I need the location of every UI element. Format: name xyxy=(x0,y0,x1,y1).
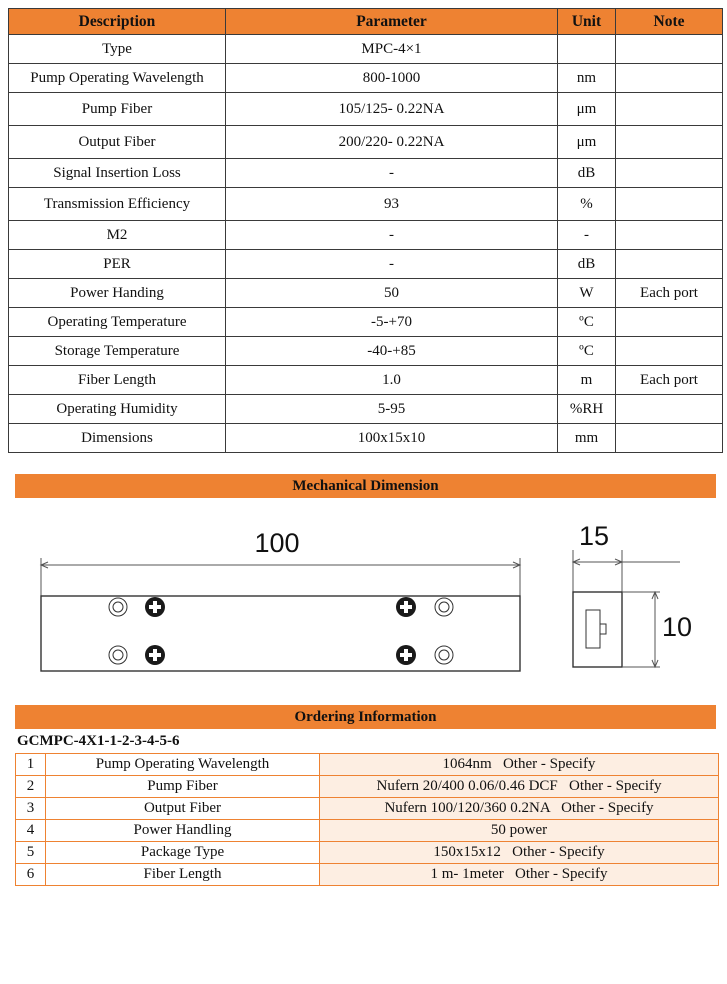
table-row xyxy=(16,754,719,776)
cell-note xyxy=(616,395,723,424)
cell-note xyxy=(616,159,723,188)
order-value: 150x15x12 Other - Specify xyxy=(320,842,719,864)
order-item: Pump Fiber xyxy=(46,776,320,798)
table-row xyxy=(9,35,723,64)
height-label: 10 xyxy=(662,612,693,642)
cell-parameter: - xyxy=(226,221,558,250)
table-row xyxy=(9,250,723,279)
cell-unit: μm xyxy=(558,93,616,126)
order-item: Output Fiber xyxy=(46,798,320,820)
header-description: Description xyxy=(9,9,226,35)
table-row xyxy=(9,337,723,366)
device-body-side xyxy=(573,592,622,667)
header-parameter: Parameter xyxy=(226,9,558,35)
spec-table xyxy=(8,8,723,453)
cell-unit: m xyxy=(558,366,616,395)
cell-description: Power Handing xyxy=(9,279,226,308)
length-dimension xyxy=(41,558,520,596)
order-index: 3 xyxy=(16,798,46,820)
cell-parameter: 1.0 xyxy=(226,366,558,395)
table-row xyxy=(9,126,723,159)
table-row xyxy=(9,93,723,126)
table-row xyxy=(16,820,719,842)
table-row xyxy=(9,308,723,337)
cell-unit: % xyxy=(558,188,616,221)
table-row xyxy=(9,279,723,308)
spec-header-row xyxy=(9,9,723,35)
cell-unit: nm xyxy=(558,64,616,93)
table-row xyxy=(16,776,719,798)
width-dimension xyxy=(573,550,680,592)
order-index: 2 xyxy=(16,776,46,798)
order-item: Pump Operating Wavelength xyxy=(46,754,320,776)
cell-note xyxy=(616,126,723,159)
order-value: 1 m- 1meter Other - Specify xyxy=(320,864,719,886)
cell-note xyxy=(616,424,723,453)
cell-parameter: -40-+85 xyxy=(226,337,558,366)
table-row xyxy=(9,64,723,93)
cell-description: Operating Temperature xyxy=(9,308,226,337)
cell-description: Dimensions xyxy=(9,424,226,453)
cell-unit xyxy=(558,35,616,64)
cell-description: Operating Humidity xyxy=(9,395,226,424)
table-row xyxy=(16,842,719,864)
order-value: 1064nm Other - Specify xyxy=(320,754,719,776)
order-index: 4 xyxy=(16,820,46,842)
ordering-table xyxy=(15,753,719,886)
order-value: Nufern 100/120/360 0.2NA Other - Specify xyxy=(320,798,719,820)
cell-note xyxy=(616,93,723,126)
cell-note: Each port xyxy=(616,279,723,308)
header-note: Note xyxy=(616,9,723,35)
order-index: 5 xyxy=(16,842,46,864)
width-label: 15 xyxy=(578,521,610,551)
cell-unit: mm xyxy=(558,424,616,453)
cell-unit: μm xyxy=(558,126,616,159)
cell-unit: ºC xyxy=(558,337,616,366)
cell-note xyxy=(616,250,723,279)
cell-parameter: 93 xyxy=(226,188,558,221)
height-dimension xyxy=(622,592,660,667)
cell-note xyxy=(616,221,723,250)
cell-parameter: 50 xyxy=(226,279,558,308)
cell-parameter: - xyxy=(226,250,558,279)
cell-note xyxy=(616,64,723,93)
table-row xyxy=(9,424,723,453)
cell-unit: - xyxy=(558,221,616,250)
cell-note: Each port xyxy=(616,366,723,395)
cell-parameter: -5-+70 xyxy=(226,308,558,337)
cell-note xyxy=(616,188,723,221)
cell-parameter: MPC-4×1 xyxy=(226,35,558,64)
mechanical-dimension-heading: Mechanical Dimension xyxy=(15,474,716,498)
cell-description: Signal Insertion Loss xyxy=(9,159,226,188)
cell-description: Output Fiber xyxy=(9,126,226,159)
cell-description: Type xyxy=(9,35,226,64)
cell-parameter: 800-1000 xyxy=(226,64,558,93)
cell-description: Pump Operating Wavelength xyxy=(9,64,226,93)
cell-parameter: 200/220- 0.22NA xyxy=(226,126,558,159)
length-label: 100 xyxy=(254,528,300,558)
table-row xyxy=(9,221,723,250)
order-index: 6 xyxy=(16,864,46,886)
cell-parameter: - xyxy=(226,159,558,188)
cell-parameter: 105/125- 0.22NA xyxy=(226,93,558,126)
cell-unit: ºC xyxy=(558,308,616,337)
cell-parameter: 5-95 xyxy=(226,395,558,424)
order-item: Package Type xyxy=(46,842,320,864)
cell-note xyxy=(616,35,723,64)
order-value: Nufern 20/400 0.06/0.46 DCF Other - Specify xyxy=(320,776,719,798)
cell-unit: %RH xyxy=(558,395,616,424)
model-code: GCMPC-4X1-1-2-3-4-5-6 xyxy=(17,733,180,749)
mechanical-drawing xyxy=(0,500,727,700)
cell-unit: dB xyxy=(558,250,616,279)
table-row xyxy=(16,864,719,886)
cell-description: PER xyxy=(9,250,226,279)
cell-note xyxy=(616,308,723,337)
table-row xyxy=(16,798,719,820)
table-row xyxy=(9,188,723,221)
order-index: 1 xyxy=(16,754,46,776)
ordering-information-heading: Ordering Information xyxy=(15,705,716,729)
order-value: 50 power xyxy=(320,820,719,842)
cell-note xyxy=(616,337,723,366)
table-row xyxy=(9,395,723,424)
order-item: Fiber Length xyxy=(46,864,320,886)
order-item: Power Handling xyxy=(46,820,320,842)
cell-parameter: 100x15x10 xyxy=(226,424,558,453)
cell-unit: dB xyxy=(558,159,616,188)
cell-unit: W xyxy=(558,279,616,308)
header-unit: Unit xyxy=(558,9,616,35)
cell-description: Fiber Length xyxy=(9,366,226,395)
cell-description: Transmission Efficiency xyxy=(9,188,226,221)
table-row xyxy=(9,366,723,395)
table-row xyxy=(9,159,723,188)
cell-description: Storage Temperature xyxy=(9,337,226,366)
cell-description: Pump Fiber xyxy=(9,93,226,126)
cell-description: M2 xyxy=(9,221,226,250)
